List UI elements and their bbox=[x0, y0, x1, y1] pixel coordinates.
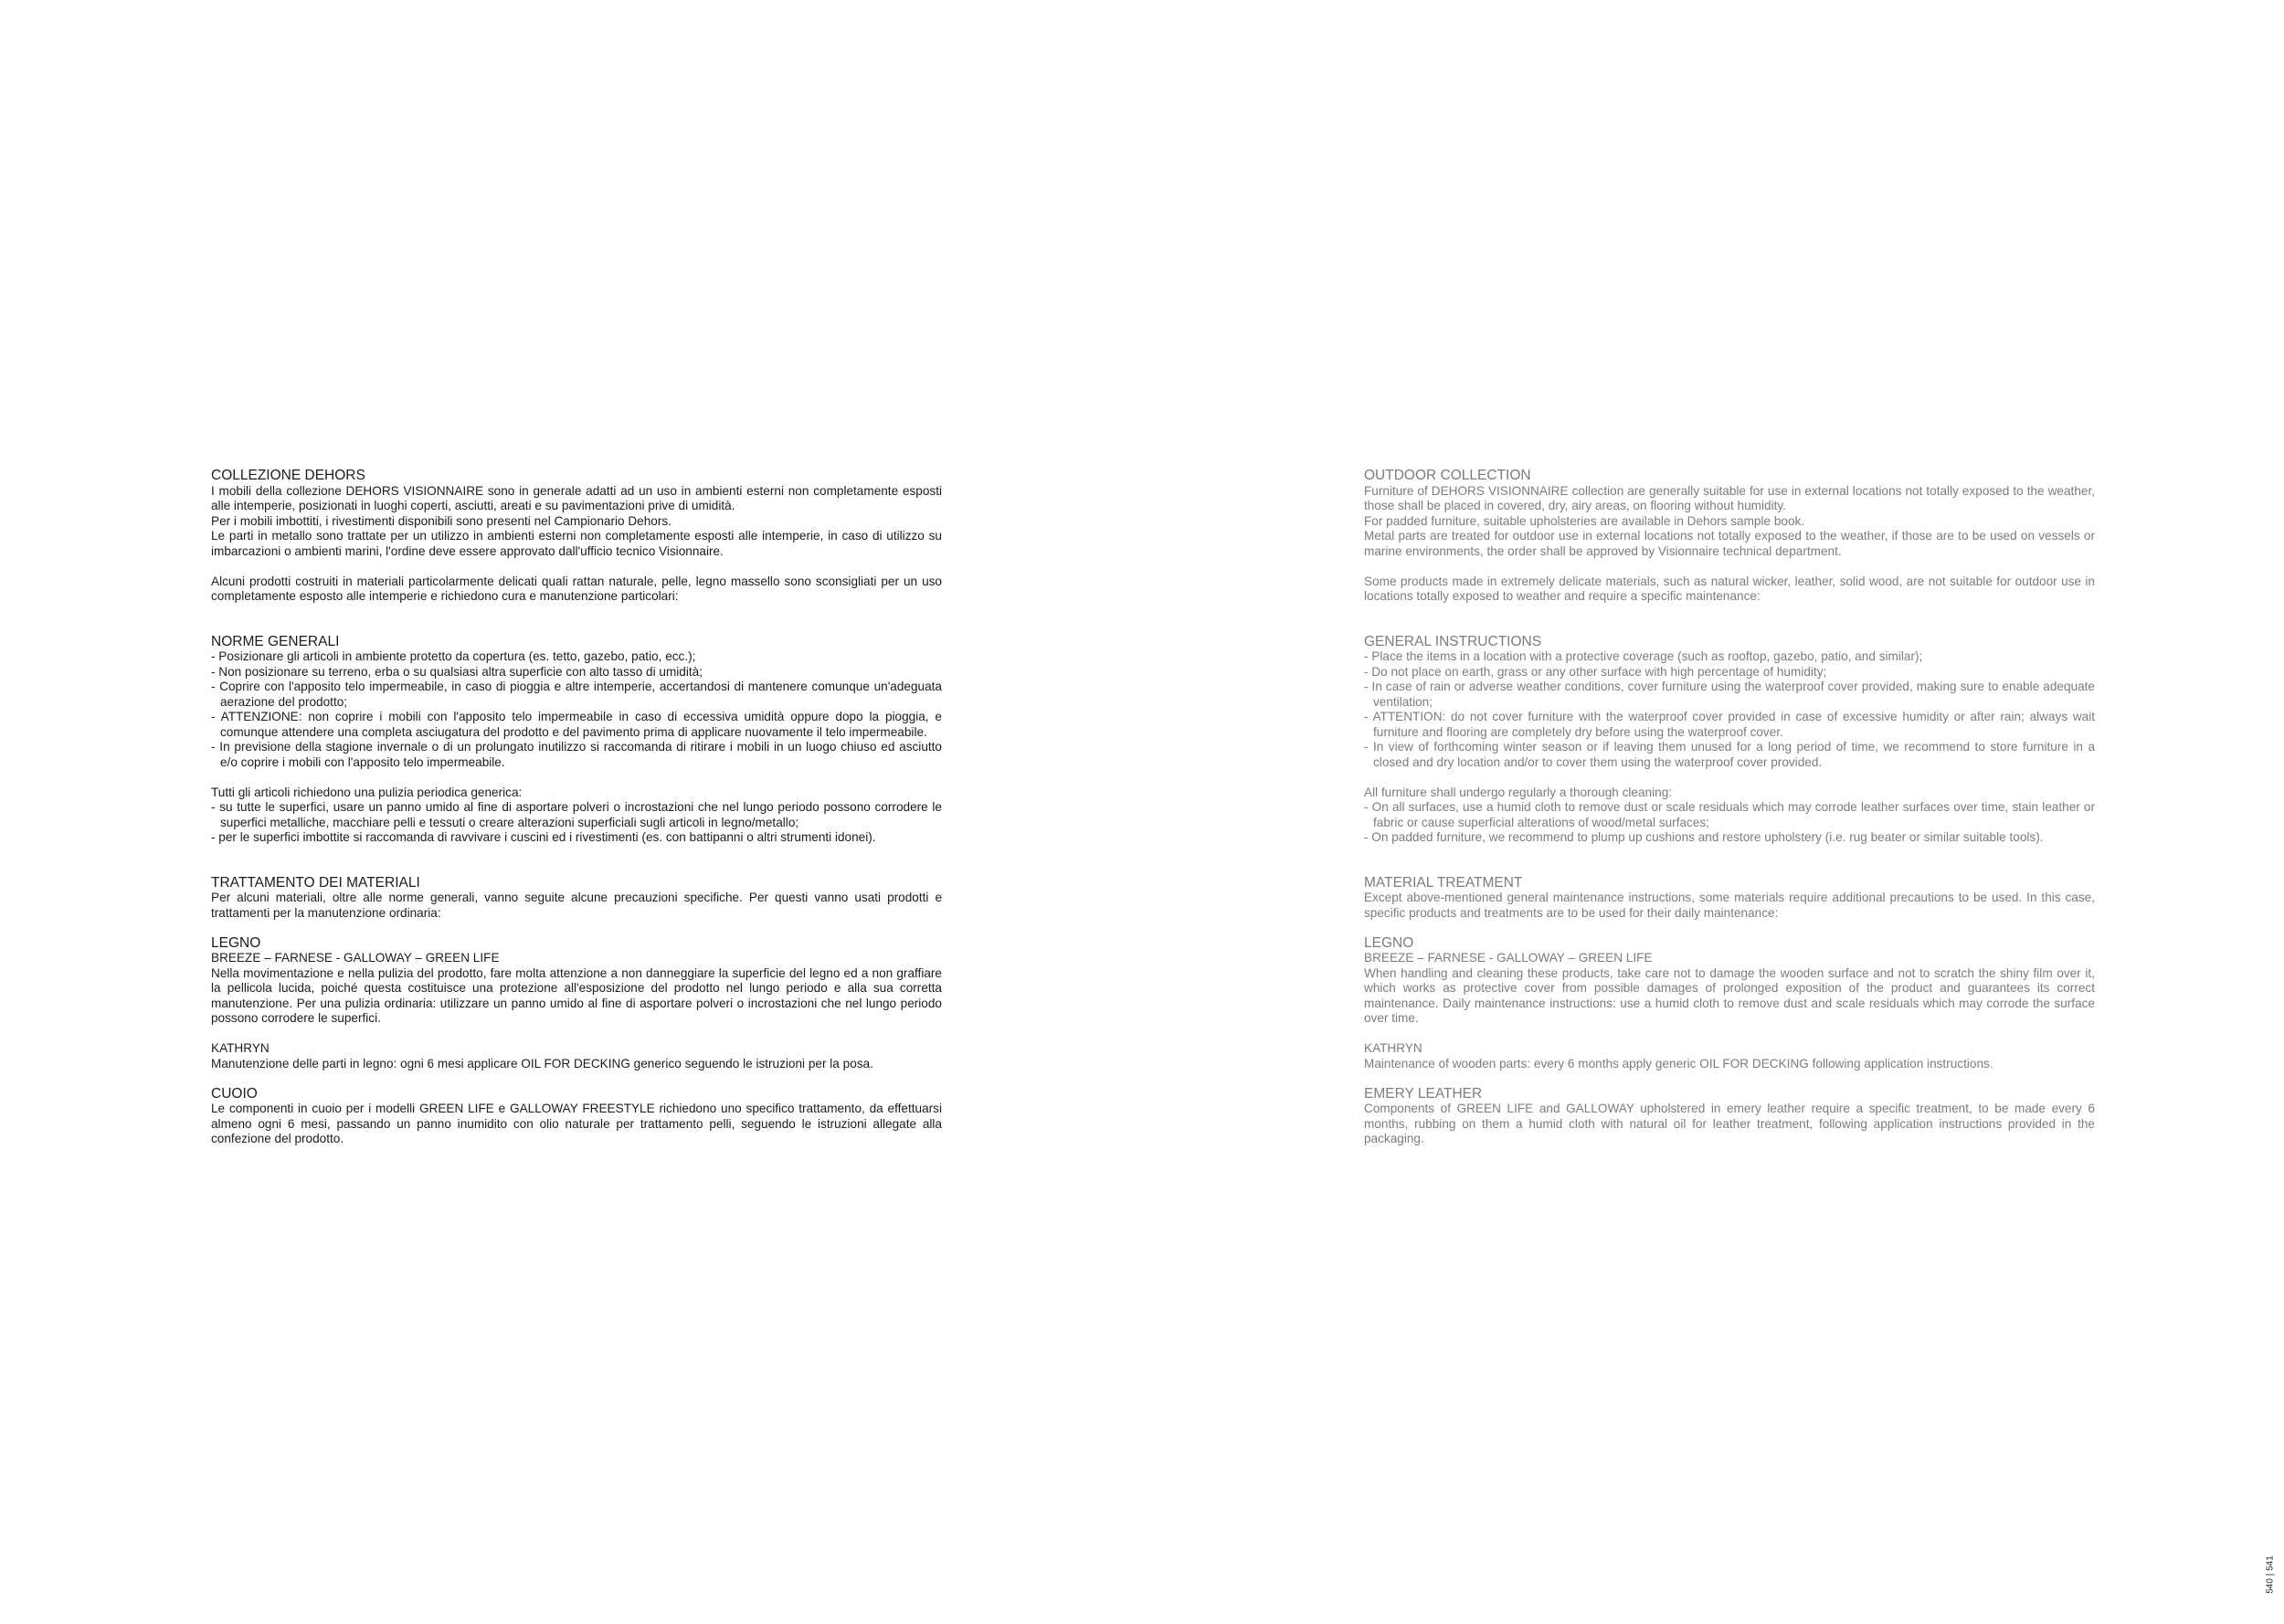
italian-column bbox=[211, 469, 942, 1147]
subsection-title: LEGNO bbox=[211, 934, 261, 951]
list-item: - On all surfaces, use a humid cloth to remove dust or scale residuals which may corrode leather surfaces over time, stain leather or fabric or cause superficial alterations of wood/metal surfaces; bbox=[1364, 800, 2095, 829]
material-treatment-section bbox=[1364, 876, 2095, 1147]
section-title: OUTDOOR COLLECTION bbox=[1364, 468, 1531, 483]
list-item: - In previsione della stagione invernale o di un prolungato inutilizzo si raccomanda di ritirare i mobili in un luogo chiuso ed asciutto e/o coprire i mobili con l'apposito telo impermeabile. bbox=[211, 740, 942, 769]
paragraph: Per alcuni materiali, oltre alle norme generali, vanno seguite alcune precauzioni specifiche. Per questi vanno usati prodotti e trattamenti per la manutenzione ordinaria: bbox=[211, 891, 942, 920]
trattamento-materiali-section bbox=[211, 876, 942, 1147]
list-item: - Do not place on earth, grass or any other surface with high percentage of humidity; bbox=[1364, 664, 1827, 679]
collezione-dehors-section bbox=[211, 469, 942, 605]
subsection-title: LEGNO bbox=[1364, 934, 1414, 951]
model-list: BREEZE – FARNESE - GALLOWAY – GREEN LIFE bbox=[1364, 951, 1653, 965]
paragraph: Furniture of DEHORS VISIONNAIRE collection are generally suitable for use in external locations not totally exposed to the weather, those shall be placed in covered, dry, airy areas, on flooring without humidity. bbox=[1364, 483, 2095, 512]
paragraph: Le componenti in cuoio per i modelli GREEN LIFE e GALLOWAY FREESTYLE richiedono uno specifico trattamento, da effettuarsi almeno ogni 6 mesi, passando un panno inumidito con olio naturale per trattamento pelli, seguendo le istruzioni allegate alla confezione del prodotto. bbox=[211, 1102, 942, 1145]
subsection-title: CUOIO bbox=[211, 1085, 258, 1102]
list-item: - Posizionare gli articoli in ambiente protetto da copertura (es. tetto, gazebo, patio, ecc.); bbox=[211, 649, 696, 663]
legno-subsection bbox=[211, 936, 942, 1027]
list-item: - ATTENTION: do not cover furniture with the waterproof cover provided in case of excessive humidity or after rain; always wait furniture and flooring are completely dry before using the waterproof cover. bbox=[1364, 710, 2095, 739]
subsection-title: EMERY LEATHER bbox=[1364, 1085, 1483, 1102]
list-item: - In view of forthcoming winter season or if leaving them unused for a long period of time, we recommend to store furniture in a closed and dry location and/or to cover them using the waterproof cover provided. bbox=[1364, 740, 2095, 769]
list-item: - Non posizionare su terreno, erba o su qualsiasi altra superficie con alto tasso di umidità; bbox=[211, 664, 703, 679]
emery-leather-subsection bbox=[1364, 1087, 2095, 1147]
paragraph: Nella movimentazione e nella pulizia del prodotto, fare molta attenzione a non danneggiare la superficie del legno ed a non graffiare la pellicola lucida, poiché questa costituisce una protezione all'esposizione del prodotto nel lungo periodo e alla sua corretta manutenzione. Per una pulizia ordinaria: utilizzare un panno umido al fine di asportare polveri o incrostazioni che nel lungo periodo possono corrodere le superfici. bbox=[211, 965, 942, 1025]
subsection-title: KATHRYN bbox=[211, 1041, 270, 1055]
paragraph: Components of GREEN LIFE and GALLOWAY upholstered in emery leather require a specific treatment, to be made every 6 months, rubbing on them a humid cloth with natural oil for leather treatment, following application instructions provided in the packaging. bbox=[1364, 1102, 2095, 1145]
paragraph: Le parti in metallo sono trattate per un utilizzo in ambienti esterni non completamente esposti alle intemperie, in caso di utilizzo su imbarcazioni o ambienti marini, l'ordine deve essere approvato dall'ufficio tecnico Visionnaire. bbox=[211, 529, 942, 558]
section-title: COLLEZIONE DEHORS bbox=[211, 468, 365, 483]
paragraph: When handling and cleaning these products, take care not to damage the wooden surface and not to scratch the shiny film over it, which works as protective cover from possible damages of prolonged exposition of the product and guarantees its correct maintenance. Daily maintenance instructions: use a humid cloth to remove dust and scale residuals which may corrode the surface over time. bbox=[1364, 965, 2095, 1025]
list-item: - su tutte le superfici, usare un panno umido al fine di asportare polveri o incrostazioni che nel lungo periodo possono corrodere le superfici metalliche, macchiare pelli e tessuti o creare alterazioni superficiali sugli articoli in legno/metallo; bbox=[211, 800, 942, 829]
norme-generali-section bbox=[211, 635, 942, 846]
page-number bbox=[2265, 1557, 2276, 1592]
section-title: GENERAL INSTRUCTIONS bbox=[1364, 633, 1542, 649]
legno-subsection bbox=[1364, 936, 2095, 1027]
list-item: - Place the items in a location with a protective coverage (such as rooftop, gazebo, patio, and similar); bbox=[1364, 649, 1923, 663]
paragraph: I mobili della collezione DEHORS VISIONNAIRE sono in generale adatti ad un uso in ambienti esterni non completamente esposti alle intemperie, posizionati in luoghi coperti, asciutti, areati e su pavimentazioni prive di umidità. bbox=[211, 483, 942, 512]
list-item: - In case of rain or adverse weather conditions, cover furniture using the waterproof cover provided, making sure to enable adequate ventilation; bbox=[1364, 680, 2095, 709]
paragraph: Metal parts are treated for outdoor use in external locations not totally exposed to the weather, if those are to be used on vessels or marine environments, the order shall be approved by Visionnaire technical department. bbox=[1364, 529, 2095, 558]
kathryn-subsection bbox=[211, 1041, 942, 1071]
list-item: - ATTENZIONE: non coprire i mobili con l'apposito telo impermeabile in caso di eccessiva umidità oppure dopo la pioggia, e comunque attendere una completa asciugatura del prodotto e del pavimento prima di applicare nuovamente il telo impermeabile. bbox=[211, 710, 942, 739]
model-list: BREEZE – FARNESE - GALLOWAY – GREEN LIFE bbox=[211, 951, 500, 965]
section-title: MATERIAL TREATMENT bbox=[1364, 874, 1523, 891]
general-instructions-section bbox=[1364, 635, 2095, 846]
outdoor-collection-section bbox=[1364, 469, 2095, 605]
paragraph: Except above-mentioned general maintenance instructions, some materials require additional precautions to be used. In this case, specific products and treatments are to be used for their daily maintenance: bbox=[1364, 891, 2095, 920]
list-item: - Coprire con l'apposito telo impermeabile, in caso di pioggia e altre intemperie, accertandosi di mantenere comunque un'adeguata aerazione del prodotto; bbox=[211, 680, 942, 709]
paragraph: Manutenzione delle parti in legno: ogni 6 mesi applicare OIL FOR DECKING generico seguendo le istruzioni per la posa. bbox=[211, 1056, 873, 1070]
list-item: - per le superfici imbottite si raccomanda di ravvivare i cuscini ed i rivestimenti (es. con battipanni o altri strumenti idonei). bbox=[211, 830, 876, 844]
subsection-title: KATHRYN bbox=[1364, 1041, 1422, 1055]
section-title: NORME GENERALI bbox=[211, 633, 340, 649]
paragraph: All furniture shall undergo regularly a thorough cleaning: bbox=[1364, 785, 1673, 799]
kathryn-subsection bbox=[1364, 1041, 2095, 1071]
cuoio-subsection bbox=[211, 1087, 942, 1147]
list-item: - On padded furniture, we recommend to plump up cushions and restore upholstery (i.e. rug beater or similar suitable tools). bbox=[1364, 830, 2044, 844]
page-number-text: 540 | 541 bbox=[2265, 1555, 2276, 1594]
section-title: TRATTAMENTO DEI MATERIALI bbox=[211, 874, 420, 891]
paragraph: Per i mobili imbottiti, i rivestimenti disponibili sono presenti nel Campionario Dehors. bbox=[211, 513, 671, 528]
paragraph: Tutti gli articoli richiedono una pulizia periodica generica: bbox=[211, 785, 523, 799]
paragraph: Some products made in extremely delicate materials, such as natural wicker, leather, solid wood, are not suitable for outdoor use in locations totally exposed to weather and require a specific maintenance: bbox=[1364, 574, 2095, 603]
paragraph: For padded furniture, suitable upholsteries are available in Dehors sample book. bbox=[1364, 513, 1805, 528]
paragraph: Maintenance of wooden parts: every 6 months apply generic OIL FOR DECKING following application instructions. bbox=[1364, 1056, 1993, 1070]
paragraph: Alcuni prodotti costruiti in materiali particolarmente delicati quali rattan naturale, pelle, legno massello sono sconsigliati per un uso completamente esposto alle intemperie e richiedono cura e manutenzione particolari: bbox=[211, 574, 942, 603]
english-column bbox=[1364, 469, 2095, 1147]
